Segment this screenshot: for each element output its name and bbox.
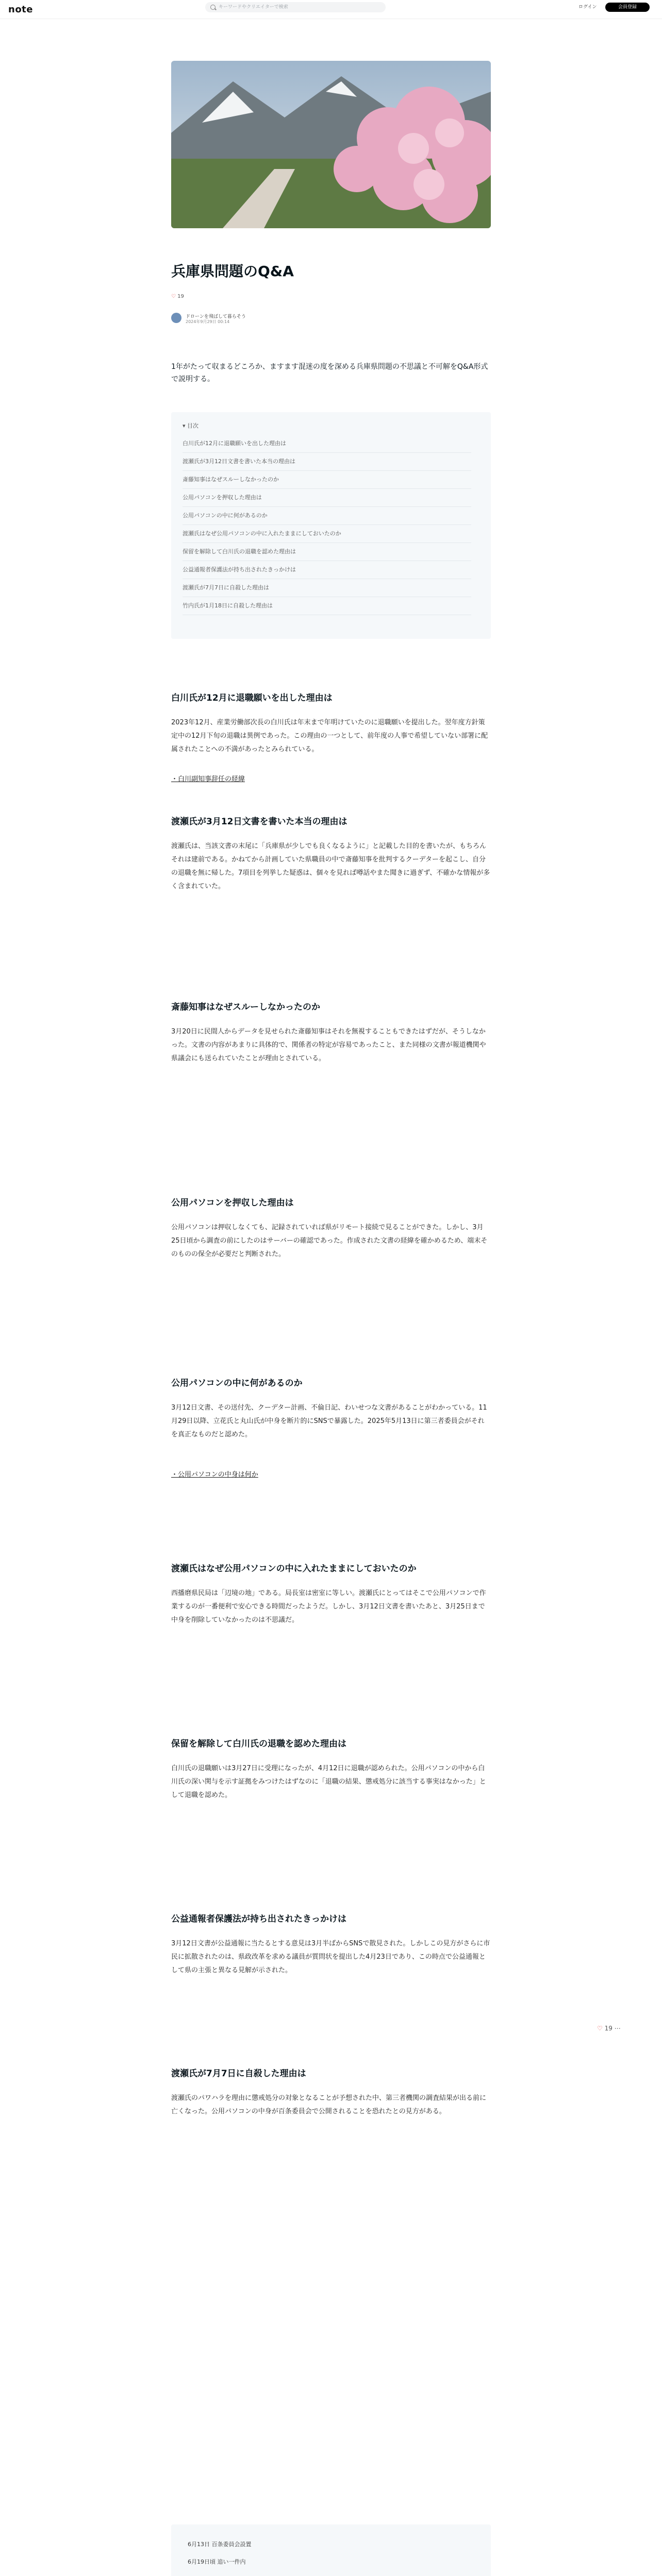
site-header [0, 0, 662, 19]
signup-button[interactable]: 会員登録 [605, 3, 650, 12]
more-icon[interactable]: ⋯ [614, 2025, 621, 2032]
side-like-count: 19 [604, 2025, 613, 2032]
table-of-contents [171, 412, 491, 639]
timeline-item: 6月19日頃 追い一件内 [188, 2558, 246, 2565]
section-heading: 渡瀬氏が3月12日文書を書いた本当の理由は [171, 817, 347, 827]
section-body: 公用パソコンは押収しなくても、記録されていれば県がリモート接続で見ることができた。しかし、3月25日頃から調査の前にしたのはサーバーの確認であった。作成された文書の経緯を確かめるため、端末そのものの保全が必要だと判断された。 [171, 1224, 488, 1258]
section-heading: 渡瀬氏が7月7日に自殺した理由は [171, 2069, 306, 2079]
toc-item[interactable]: 渡瀬氏はなぜ公用パソコンの中に入れたままにしておいたのか [183, 525, 471, 543]
section-heading: 公用パソコンを押収した理由は [171, 1198, 294, 1208]
section-body: 3月12日文書が公益通報に当たるとする意見は3月半ばからSNSで散見された。しかしこの見方がさらに市民に拡散されたのは、県政改革を求める議員が質問状を提出した4月23日であり、この時点で公益通報として県の主張と異なる見解が示された。 [171, 1940, 490, 1974]
heart-icon: ♡ [597, 2025, 603, 2032]
timeline-box [171, 2524, 491, 2576]
toc-item[interactable]: 保留を解除して白川氏の退職を認めた理由は [183, 543, 471, 561]
section-body: 西播磨県民局は「辺境の地」である。局長室は密室に等しい。渡瀬氏にとってはそこで公用パソコンで作業するのが一番便利で安心できる時間だったようだ。しかし、3月12日文書を書いたあと、3月25日まで中身を削除していなかったのは不思議だ。 [171, 1589, 486, 1624]
toc-item[interactable]: 竹内氏が1月18日に自殺した理由は [183, 597, 471, 615]
toc-item[interactable]: 公用パソコンを押収した理由は [183, 489, 471, 507]
avatar[interactable] [171, 313, 181, 323]
note-logo[interactable]: note [8, 4, 33, 15]
hero-image [171, 61, 491, 228]
toc-item[interactable]: 斎藤知事はなぜスルーしなかったのか [183, 471, 471, 489]
section-body: 渡瀬氏のパワハラを理由に懲戒処分の対象となることが予想された中、第三者機関の調査結果が出る前に亡くなった。公用パソコンの中身が百条委員会で公開されることを恐れたとの見方がある。 [171, 2094, 487, 2115]
section-heading: 渡瀬氏はなぜ公用パソコンの中に入れたままにしておいたのか [171, 1564, 417, 1574]
section-heading: 白川氏が12月に退職願いを出した理由は [171, 693, 333, 703]
side-like-button[interactable] [597, 2025, 621, 2032]
search-icon [210, 5, 216, 10]
section-link[interactable]: ・公用パソコンの中身は何か [171, 1471, 258, 1479]
heart-icon: ♡ [171, 294, 176, 299]
search-input[interactable] [205, 2, 386, 12]
section-link[interactable]: ・白川副知事辞任の経緯 [171, 775, 245, 783]
toc-item[interactable]: 渡瀬氏が3月12日文書を書いた本当の理由は [183, 453, 471, 471]
toc-item[interactable]: 公用パソコンの中に何があるのか [183, 507, 471, 525]
toc-heading[interactable]: ▾ 目次 [183, 422, 199, 429]
login-link[interactable]: ログイン [578, 5, 597, 10]
toc-item[interactable]: 渡瀬氏が7月7日に自殺した理由は [183, 579, 471, 597]
search-placeholder: キーワードやクリエイターで検索 [219, 5, 288, 10]
toc-item[interactable]: 公益通報者保護法が持ち出されたきっかけは [183, 561, 471, 579]
author-name[interactable]: ドローンを飛ばして暮らそう [186, 314, 246, 319]
section-body: 白川氏の退職願いは3月27日に受理になったが、4月12日に退職が認められた。公用パソコンの中から白川氏の深い関与を示す証拠をみつけたはずなのに「退職の結果、懲戒処分に該当する事実はなかった」として退職を認めた。 [171, 1765, 486, 1799]
section-heading: 保留を解除して白川氏の退職を認めた理由は [171, 1739, 346, 1749]
like-count-value: 19 [177, 294, 184, 299]
section-body: 2023年12月、産業労働部次長の白川氏は年末まで年明けていたのに退職願いを提出した。翌年度方針策定中の12月下旬の退職は異例であった。この理由の一つとして、前年度の人事で希望していない部署に配属されたことへの不満があったとみられている。 [171, 719, 488, 753]
publish-date: 2024年9月29日 00:14 [186, 319, 230, 324]
article-title: 兵庫県問題のQ&A [171, 263, 294, 280]
like-count[interactable] [171, 294, 184, 299]
article-lead: 1年がたって収まるどころか、ますます混迷の度を深める兵庫県問題の不思議と不可解をQ&A形式で説明する。 [171, 363, 488, 383]
section-body: 3月20日に民間人からデータを見せられた斎藤知事はそれを無視することもできたはずだが、そうしなかった。文書の内容があまりに具体的で、関係者の特定が容易であったこと、また同様の文書が報道機関や県議会にも送られていたことが理由とされている。 [171, 1028, 486, 1062]
section-body: 渡瀬氏は、当該文書の末尾に「兵庫県が少しでも良くなるように」と記載した目的を書いたが、もちろんそれは建前である。かねてから計画していた県職員の中で斎藤知事を批判するクーデターを起こし、自分の退職を無に帰した。7項目を列挙した疑惑は、個々を見れば噂話やまた聞きに過ぎず、不確かな情報が多く含まれていた。 [171, 842, 490, 890]
section-heading: 公益通報者保護法が持ち出されたきっかけは [171, 1914, 346, 1924]
toc-item[interactable]: 白川氏が12月に退職願いを出した理由は [183, 435, 471, 453]
section-heading: 公用パソコンの中に何があるのか [171, 1378, 303, 1388]
section-heading: 斎藤知事はなぜスルーしなかったのか [171, 1002, 320, 1012]
section-body: 3月12日文書、その送付先、クーデター計画、不倫日記、わいせつな文書があることがわかっている。11月29日以降、立花氏と丸山氏が中身を断片的にSNSで暴露した。2025年5月13日に第三者委員会がそれを真正なものだと認めた。 [171, 1404, 487, 1438]
timeline-item: 6月13日 百条委員会設置 [188, 2541, 252, 2548]
timeline-item [188, 2571, 303, 2576]
